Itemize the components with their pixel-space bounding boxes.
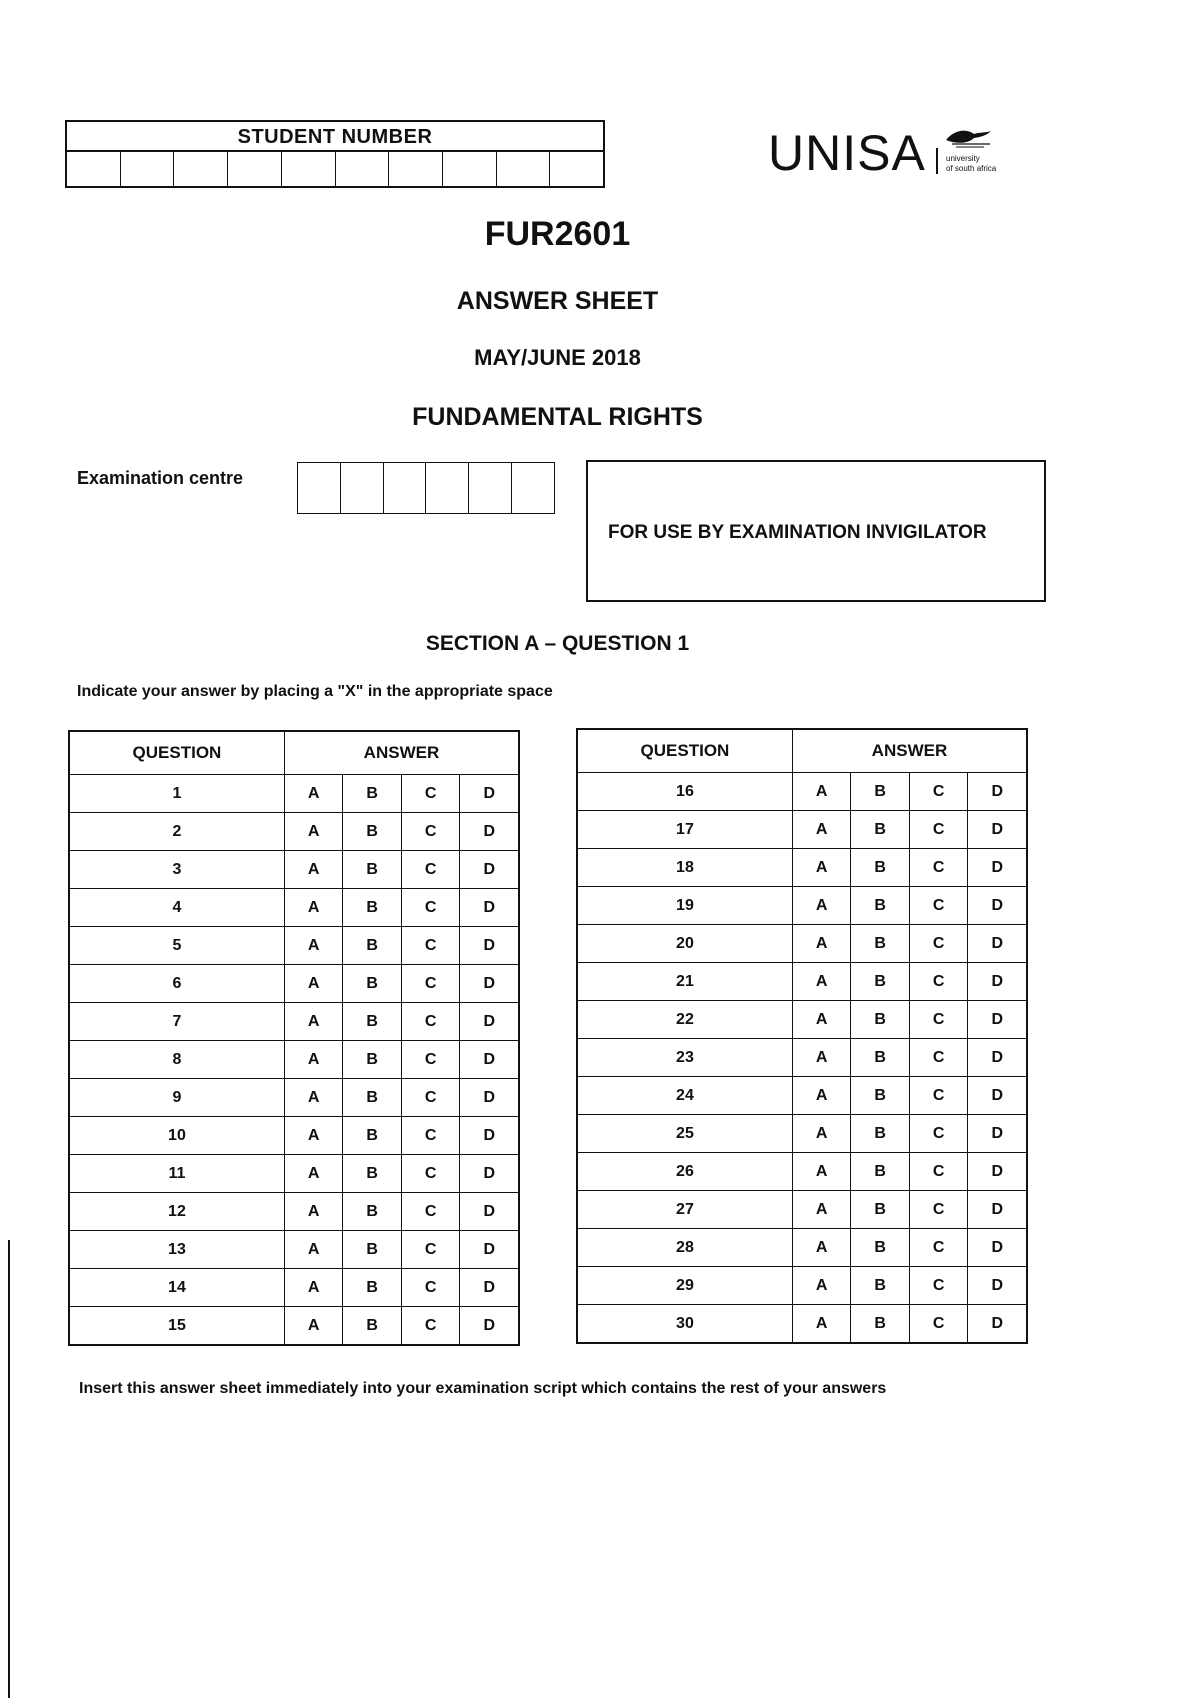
answer-row (577, 1115, 1027, 1153)
answer-option-d[interactable]: D (968, 1001, 1027, 1039)
student-number-label: STUDENT NUMBER (67, 122, 603, 152)
answer-option-b[interactable]: B (851, 1001, 910, 1039)
answer-option-b[interactable]: B (343, 1269, 402, 1307)
answer-option-b[interactable]: B (343, 889, 402, 927)
answer-option-a[interactable]: A (284, 1117, 343, 1155)
question-number: 15 (69, 1307, 284, 1346)
answer-option-a[interactable]: A (284, 1193, 343, 1231)
student-number-digit-cell[interactable] (67, 152, 121, 186)
bird-logo-icon (944, 126, 992, 148)
answer-option-c[interactable]: C (909, 811, 968, 849)
answer-option-d[interactable]: D (968, 1115, 1027, 1153)
question-number: 25 (577, 1115, 792, 1153)
answer-option-d[interactable]: D (460, 775, 519, 813)
answer-option-d[interactable]: D (968, 963, 1027, 1001)
answer-option-c[interactable]: C (909, 1077, 968, 1115)
margin-line (8, 1240, 10, 1698)
answer-option-c[interactable]: C (401, 851, 460, 889)
question-number: 4 (69, 889, 284, 927)
answer-row (69, 775, 519, 813)
question-number: 2 (69, 813, 284, 851)
question-number: 16 (577, 773, 792, 811)
answer-option-d[interactable]: D (968, 1153, 1027, 1191)
logo-tagline-1: university (946, 154, 980, 163)
answer-option-a[interactable]: A (284, 1307, 343, 1346)
answer-option-a[interactable]: A (792, 1153, 851, 1191)
question-number: 8 (69, 1041, 284, 1079)
answer-row (577, 1001, 1027, 1039)
answer-option-c[interactable]: C (909, 887, 968, 925)
question-number: 11 (69, 1155, 284, 1193)
answer-option-c[interactable]: C (909, 1115, 968, 1153)
exam-centre-digit-cell[interactable] (341, 463, 384, 513)
answer-option-b[interactable]: B (851, 925, 910, 963)
answer-row (69, 965, 519, 1003)
answer-option-c[interactable]: C (909, 1267, 968, 1305)
question-number: 24 (577, 1077, 792, 1115)
answer-row (577, 925, 1027, 963)
answer-option-b[interactable]: B (343, 851, 402, 889)
answer-option-b[interactable]: B (851, 849, 910, 887)
answer-row (577, 1305, 1027, 1344)
answer-row (577, 1039, 1027, 1077)
answer-option-a[interactable]: A (284, 1079, 343, 1117)
answer-header: ANSWER (284, 731, 519, 775)
answer-option-b[interactable]: B (851, 963, 910, 1001)
answer-option-c[interactable]: C (401, 889, 460, 927)
answer-option-d[interactable]: D (460, 1307, 519, 1346)
answer-option-c[interactable]: C (401, 1193, 460, 1231)
question-number: 18 (577, 849, 792, 887)
answer-row (69, 1269, 519, 1307)
answer-option-a[interactable]: A (792, 1191, 851, 1229)
document-title: ANSWER SHEET (456, 287, 659, 315)
answer-option-d[interactable]: D (460, 1231, 519, 1269)
answer-option-a[interactable]: A (792, 925, 851, 963)
answer-option-d[interactable]: D (460, 1003, 519, 1041)
answer-option-d[interactable]: D (968, 1191, 1027, 1229)
answer-table-left (68, 730, 520, 1346)
answer-option-a[interactable]: A (284, 927, 343, 965)
answer-option-b[interactable]: B (851, 1267, 910, 1305)
answer-row (69, 1041, 519, 1079)
answer-row (69, 1117, 519, 1155)
answer-option-c[interactable]: C (401, 775, 460, 813)
answer-row (577, 1153, 1027, 1191)
question-number: 7 (69, 1003, 284, 1041)
answer-option-c[interactable]: C (909, 773, 968, 811)
exam-centre-digit-cell[interactable] (426, 463, 469, 513)
student-number-digit-cell[interactable] (443, 152, 497, 186)
question-number: 27 (577, 1191, 792, 1229)
answer-option-d[interactable]: D (460, 1041, 519, 1079)
answer-header: ANSWER (792, 729, 1027, 773)
answer-option-d[interactable]: D (460, 1193, 519, 1231)
answer-option-b[interactable]: B (343, 1117, 402, 1155)
student-number-digit-cell[interactable] (336, 152, 390, 186)
question-number: 21 (577, 963, 792, 1001)
answer-table-right (576, 728, 1028, 1344)
question-number: 30 (577, 1305, 792, 1344)
answer-option-c[interactable]: C (401, 927, 460, 965)
student-number-digit-cell[interactable] (389, 152, 443, 186)
answer-row (577, 1229, 1027, 1267)
answer-option-d[interactable]: D (968, 887, 1027, 925)
answer-option-b[interactable]: B (851, 1077, 910, 1115)
answer-option-c[interactable]: C (909, 849, 968, 887)
student-number-digit-cell[interactable] (497, 152, 551, 186)
student-number-digit-cell[interactable] (282, 152, 336, 186)
answer-option-d[interactable]: D (968, 925, 1027, 963)
question-number: 5 (69, 927, 284, 965)
answer-option-b[interactable]: B (343, 1003, 402, 1041)
answer-option-c[interactable]: C (401, 1117, 460, 1155)
section-title: SECTION A – QUESTION 1 (425, 632, 690, 655)
student-number-cells (67, 152, 603, 186)
question-number: 23 (577, 1039, 792, 1077)
answer-option-a[interactable]: A (792, 1267, 851, 1305)
answer-option-d[interactable]: D (460, 851, 519, 889)
answer-option-a[interactable]: A (792, 849, 851, 887)
question-number: 19 (577, 887, 792, 925)
answer-option-a[interactable]: A (284, 1155, 343, 1193)
footer-note: Insert this answer sheet immediately into your examination script which contains the rest of your answers (79, 1380, 887, 1397)
answer-option-d[interactable]: D (968, 1077, 1027, 1115)
student-number-digit-cell[interactable] (121, 152, 175, 186)
answer-option-c[interactable]: C (909, 925, 968, 963)
question-number: 26 (577, 1153, 792, 1191)
answer-option-b[interactable]: B (851, 1039, 910, 1077)
question-number: 14 (69, 1269, 284, 1307)
answer-option-a[interactable]: A (792, 1115, 851, 1153)
answer-option-c[interactable]: C (909, 1039, 968, 1077)
question-number: 6 (69, 965, 284, 1003)
answer-option-c[interactable]: C (401, 813, 460, 851)
answer-option-b[interactable]: B (343, 1193, 402, 1231)
answer-option-b[interactable]: B (851, 1115, 910, 1153)
answer-row (69, 1079, 519, 1117)
answer-option-d[interactable]: D (460, 1117, 519, 1155)
answer-option-d[interactable]: D (968, 1305, 1027, 1344)
module-name: FUNDAMENTAL RIGHTS (412, 403, 703, 431)
question-number: 22 (577, 1001, 792, 1039)
answer-option-a[interactable]: A (792, 1077, 851, 1115)
answer-row (577, 849, 1027, 887)
answer-option-c[interactable]: C (401, 1269, 460, 1307)
answer-option-c[interactable]: C (401, 965, 460, 1003)
answer-row (577, 887, 1027, 925)
answer-option-b[interactable]: B (851, 1305, 910, 1344)
answer-option-a[interactable]: A (284, 1003, 343, 1041)
student-number-digit-cell[interactable] (174, 152, 228, 186)
answer-option-d[interactable]: D (460, 1269, 519, 1307)
answer-option-c[interactable]: C (401, 1231, 460, 1269)
answer-option-a[interactable]: A (792, 1039, 851, 1077)
answer-row (69, 1231, 519, 1269)
question-header: QUESTION (69, 731, 284, 775)
question-number: 3 (69, 851, 284, 889)
answer-row (69, 927, 519, 965)
logo-tagline-2: of south africa (946, 164, 997, 173)
answer-option-a[interactable]: A (792, 887, 851, 925)
answer-option-a[interactable]: A (284, 1269, 343, 1307)
answer-row (577, 773, 1027, 811)
answer-option-c[interactable]: C (909, 963, 968, 1001)
question-number: 9 (69, 1079, 284, 1117)
answer-option-b[interactable]: B (851, 773, 910, 811)
answer-option-b[interactable]: B (851, 887, 910, 925)
exam-centre-digit-cell[interactable] (298, 463, 341, 513)
answer-option-d[interactable]: D (968, 811, 1027, 849)
answer-option-a[interactable]: A (284, 889, 343, 927)
answer-row (69, 813, 519, 851)
answer-option-d[interactable]: D (460, 1079, 519, 1117)
exam-centre-cells (297, 462, 555, 514)
answer-option-d[interactable]: D (460, 813, 519, 851)
exam-centre-digit-cell[interactable] (384, 463, 427, 513)
answer-option-b[interactable]: B (343, 775, 402, 813)
answer-option-c[interactable]: C (401, 1003, 460, 1041)
answer-option-c[interactable]: C (909, 1229, 968, 1267)
answer-option-d[interactable]: D (460, 927, 519, 965)
question-number: 17 (577, 811, 792, 849)
answer-option-b[interactable]: B (851, 1153, 910, 1191)
answer-option-a[interactable]: A (284, 813, 343, 851)
answer-option-d[interactable]: D (968, 1039, 1027, 1077)
answer-row (69, 1003, 519, 1041)
answer-option-d[interactable]: D (968, 849, 1027, 887)
question-number: 1 (69, 775, 284, 813)
answer-option-a[interactable]: A (284, 1231, 343, 1269)
answer-row (577, 1077, 1027, 1115)
answer-option-c[interactable]: C (909, 1305, 968, 1344)
answer-option-b[interactable]: B (343, 813, 402, 851)
answer-row (69, 1193, 519, 1231)
unisa-logo (768, 126, 1028, 186)
answer-option-a[interactable]: A (284, 1041, 343, 1079)
logo-separator (936, 148, 938, 174)
question-number: 10 (69, 1117, 284, 1155)
answer-row (577, 1191, 1027, 1229)
answer-row (577, 811, 1027, 849)
answer-row (69, 889, 519, 927)
answer-row (577, 963, 1027, 1001)
question-number: 28 (577, 1229, 792, 1267)
answer-option-a[interactable]: A (284, 775, 343, 813)
answer-option-d[interactable]: D (460, 1155, 519, 1193)
answer-option-b[interactable]: B (343, 927, 402, 965)
logo-wordmark: UNISA (768, 125, 926, 181)
answer-option-d[interactable]: D (460, 965, 519, 1003)
instruction-text: Indicate your answer by placing a "X" in the appropriate space (77, 683, 553, 700)
exam-session: MAY/JUNE 2018 (474, 345, 641, 370)
answer-row (69, 851, 519, 889)
answer-option-a[interactable]: A (792, 1001, 851, 1039)
answer-option-d[interactable]: D (968, 1229, 1027, 1267)
student-number-box (65, 120, 605, 188)
invigilator-label: FOR USE BY EXAMINATION INVIGILATOR (608, 522, 987, 543)
question-header: QUESTION (577, 729, 792, 773)
student-number-digit-cell[interactable] (228, 152, 282, 186)
exam-centre-digit-cell[interactable] (469, 463, 512, 513)
course-code: FUR2601 (484, 215, 631, 253)
answer-option-b[interactable]: B (343, 1041, 402, 1079)
exam-centre-digit-cell[interactable] (512, 463, 554, 513)
answer-option-a[interactable]: A (284, 965, 343, 1003)
answer-option-d[interactable]: D (460, 889, 519, 927)
answer-option-b[interactable]: B (343, 1079, 402, 1117)
answer-option-a[interactable]: A (792, 1305, 851, 1344)
answer-option-b[interactable]: B (851, 1191, 910, 1229)
answer-option-b[interactable]: B (343, 1155, 402, 1193)
student-number-digit-cell[interactable] (550, 152, 603, 186)
answer-option-d[interactable]: D (968, 1267, 1027, 1305)
answer-row (69, 1307, 519, 1346)
answer-option-b[interactable]: B (851, 811, 910, 849)
answer-option-b[interactable]: B (851, 1229, 910, 1267)
answer-option-b[interactable]: B (343, 1231, 402, 1269)
answer-option-a[interactable]: A (792, 811, 851, 849)
answer-option-b[interactable]: B (343, 1307, 402, 1346)
answer-option-a[interactable]: A (792, 963, 851, 1001)
answer-option-c[interactable]: C (401, 1041, 460, 1079)
answer-option-c[interactable]: C (909, 1191, 968, 1229)
answer-option-a[interactable]: A (792, 1229, 851, 1267)
answer-row (69, 1155, 519, 1193)
answer-option-b[interactable]: B (343, 965, 402, 1003)
question-number: 20 (577, 925, 792, 963)
answer-option-c[interactable]: C (909, 1153, 968, 1191)
invigilator-box (586, 460, 1046, 602)
answer-option-c[interactable]: C (909, 1001, 968, 1039)
exam-centre-label: Examination centre (77, 468, 244, 488)
answer-option-c[interactable]: C (401, 1155, 460, 1193)
answer-option-a[interactable]: A (284, 851, 343, 889)
question-number: 12 (69, 1193, 284, 1231)
answer-option-a[interactable]: A (792, 773, 851, 811)
answer-row (577, 1267, 1027, 1305)
question-number: 29 (577, 1267, 792, 1305)
answer-option-d[interactable]: D (968, 773, 1027, 811)
answer-option-c[interactable]: C (401, 1307, 460, 1346)
question-number: 13 (69, 1231, 284, 1269)
answer-option-c[interactable]: C (401, 1079, 460, 1117)
